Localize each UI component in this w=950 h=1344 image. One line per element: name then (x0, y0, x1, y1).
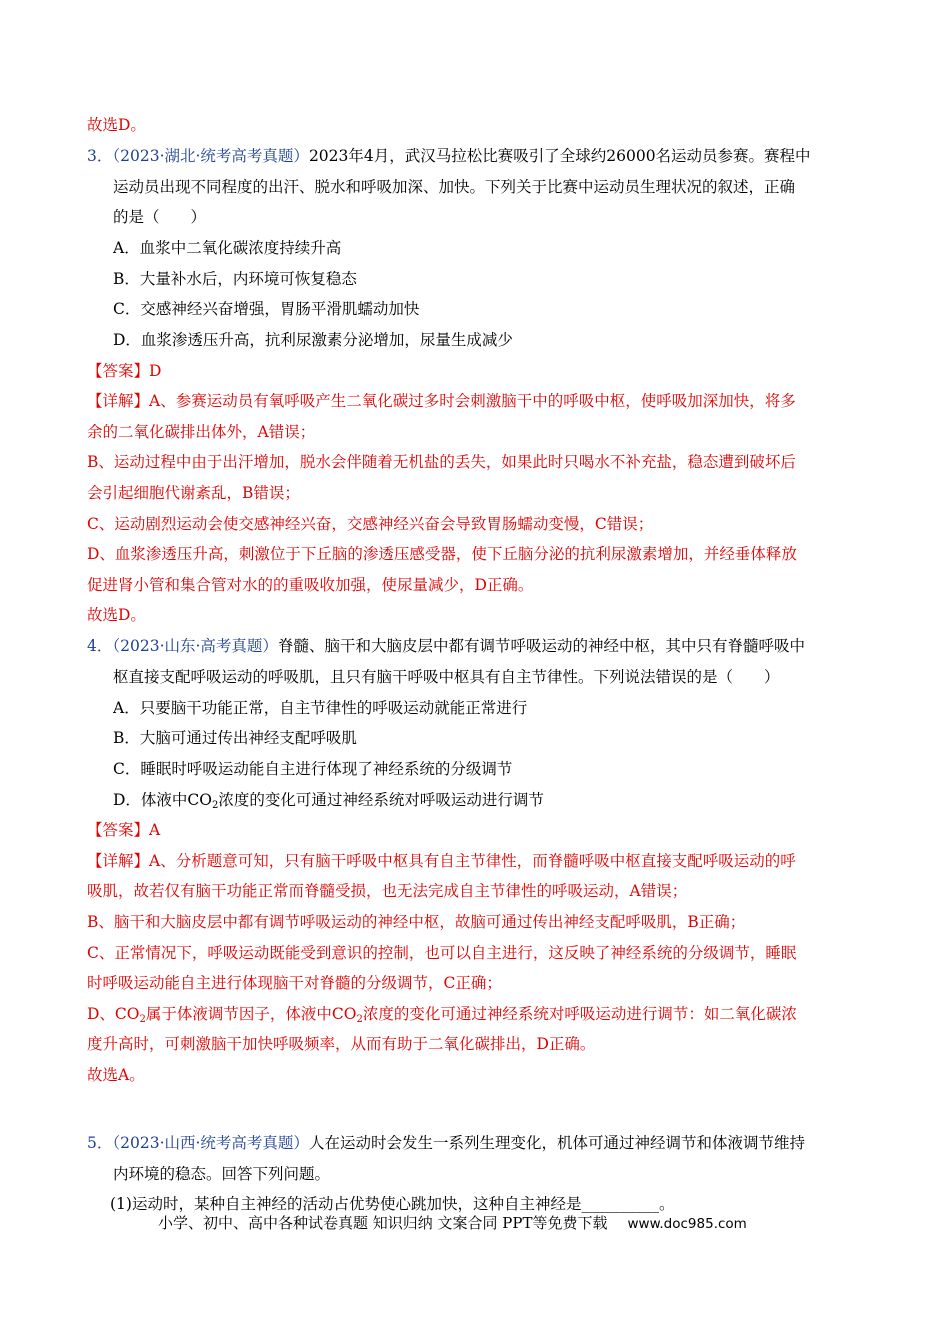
q3-option-d: D．血浆渗透压升高，抗利尿激素分泌增加，尿量生成减少 (113, 331, 513, 349)
q5-subquestion-1: (1)运动时，某种自主神经的活动占优势使心跳加快，这种自主神经是__________。 (110, 1195, 675, 1213)
prev-conclusion: 故选D。 (87, 116, 146, 134)
q4-explain-line-7: 度升高时，可刺激脑干加快呼吸频率，从而有助于二氧化碳排出，D正确。 (87, 1035, 596, 1053)
q3-explain-line-6: D、血浆渗透压升高，刺激位于下丘脑的渗透压感受器，使下丘脑分泌的抗利尿激素增加，并经垂体释放 (87, 545, 797, 563)
q3-stem-line-3: 的是（ ） (113, 208, 207, 226)
q3-option-b: B．大量补水后，内环境可恢复稳态 (113, 270, 357, 288)
q3-conclusion: 故选D。 (87, 606, 146, 624)
q4-explain-line-6 (87, 1002, 867, 1026)
q4-option-d-post: 浓度的变化可通过神经系统对呼吸运动进行调节 (218, 791, 544, 809)
q5-stem-line-2: 内环境的稳态。回答下列问题。 (113, 1165, 331, 1183)
q4-explain-d-part-e: 浓度的变化可通过神经系统对呼吸运动进行调节：如二氧化碳浓 (362, 1005, 797, 1023)
q3-answer: 【答案】D (87, 362, 162, 380)
q4-stem-line-1 (87, 634, 867, 658)
footer-text: 小学、初中、高中各种试卷真题 知识归纳 文案合同 PPT等免费下载 (158, 1214, 608, 1232)
q4-explain-d-part-a: D、CO (87, 1005, 140, 1023)
q5-stem-line-1 (87, 1131, 867, 1155)
q4-option-d-sub: 2 (212, 800, 219, 811)
footer-url[interactable]: www.doc985.com (627, 1216, 747, 1232)
q4-option-d-pre: D．体液中CO (113, 791, 212, 809)
q3-stem-text-1: 2023年4月，武汉马拉松比赛吸引了全球约26000名运动员参赛。赛程中 (308, 147, 811, 165)
q3-explain-line-4: 会引起细胞代谢紊乱，B错误； (87, 484, 300, 502)
q4-option-d (113, 788, 893, 812)
q3-stem-line-1 (87, 144, 867, 168)
q3-explain-line-2: 余的二氧化碳排出体外，A错误； (87, 423, 316, 441)
q3-source: （2023·湖北·统考高考真题） (112, 147, 309, 165)
q4-option-c: C．睡眠时呼吸运动能自主进行体现了神经系统的分级调节 (113, 760, 513, 778)
q5-number: 5． (87, 1134, 113, 1152)
q4-source: （2023·山东·高考真题） (112, 637, 278, 655)
q3-number: 3． (87, 147, 113, 165)
q3-explain-line-5: C、运动剧烈运动会使交感神经兴奋，交感神经兴奋会导致胃肠蠕动变慢，C错误； (87, 515, 654, 533)
q3-option-c: C．交感神经兴奋增强，胃肠平滑肌蠕动加快 (113, 300, 420, 318)
q4-conclusion: 故选A。 (87, 1066, 145, 1084)
q4-explain-d-sub-1: 2 (139, 1014, 146, 1025)
q4-explain-line-4: C、正常情况下，呼吸运动既能受到意识的控制，也可以自主进行，这反映了神经系统的分级调节，睡眠 (87, 944, 797, 962)
q3-explain-line-7: 促进肾小管和集合管对水的的重吸收加强，使尿量减少，D正确。 (87, 576, 534, 594)
q5-stem-text-1: 人在运动时会发生一系列生理变化，机体可通过神经调节和体液调节维持 (308, 1134, 805, 1152)
q4-number: 4． (87, 637, 113, 655)
q4-option-a: A．只要脑干功能正常，自主节律性的呼吸运动就能正常进行 (113, 699, 528, 717)
q4-answer: 【答案】A (87, 821, 161, 839)
q3-explain-line-3: B、运动过程中由于出汗增加，脱水会伴随着无机盐的丢失，如果此时只喝水不补充盐，稳态遭到破坏后 (87, 453, 796, 471)
q4-explain-d-sub-2: 2 (356, 1014, 363, 1025)
page-footer (158, 1211, 818, 1235)
q3-explain-line-1: 【详解】A、参赛运动员有氧呼吸产生二氧化碳过多时会刺激脑干中的呼吸中枢，使呼吸加深加快，将多 (87, 392, 796, 410)
q4-explain-d-part-c: 属于体液调节因子，体液中CO (145, 1005, 357, 1023)
q4-explain-line-3: B、脑干和大脑皮层中都有调节呼吸运动的神经中枢，故脑可通过传出神经支配呼吸肌，B正确； (87, 913, 746, 931)
q3-option-a: A．血浆中二氧化碳浓度持续升高 (113, 239, 342, 257)
q4-option-b: B．大脑可通过传出神经支配呼吸肌 (113, 729, 357, 747)
q4-explain-line-2: 吸肌，故若仅有脑干功能正常而脊髓受损，也无法完成自主节律性的呼吸运动，A错误； (87, 882, 688, 900)
q4-stem-line-2: 枢直接支配呼吸运动的呼吸肌，且只有脑干呼吸中枢具有自主节律性。下列说法错误的是（ ） (113, 668, 780, 686)
q4-explain-line-5: 时呼吸运动能自主进行体现脑干对脊髓的分级调节，C正确； (87, 974, 502, 992)
q3-stem-line-2: 运动员出现不同程度的出汗、脱水和呼吸加深、加快。下列关于比赛中运动员生理状况的叙述，正确 (113, 178, 796, 196)
q4-explain-line-1: 【详解】A、分析题意可知，只有脑干呼吸中枢具有自主节律性，而脊髓呼吸中枢直接支配呼吸运动的呼 (87, 852, 796, 870)
q4-stem-text-1: 脊髓、脑干和大脑皮层中都有调节呼吸运动的神经中枢，其中只有脊髓呼吸中 (277, 637, 805, 655)
q5-source: （2023·山西·统考高考真题） (112, 1134, 309, 1152)
